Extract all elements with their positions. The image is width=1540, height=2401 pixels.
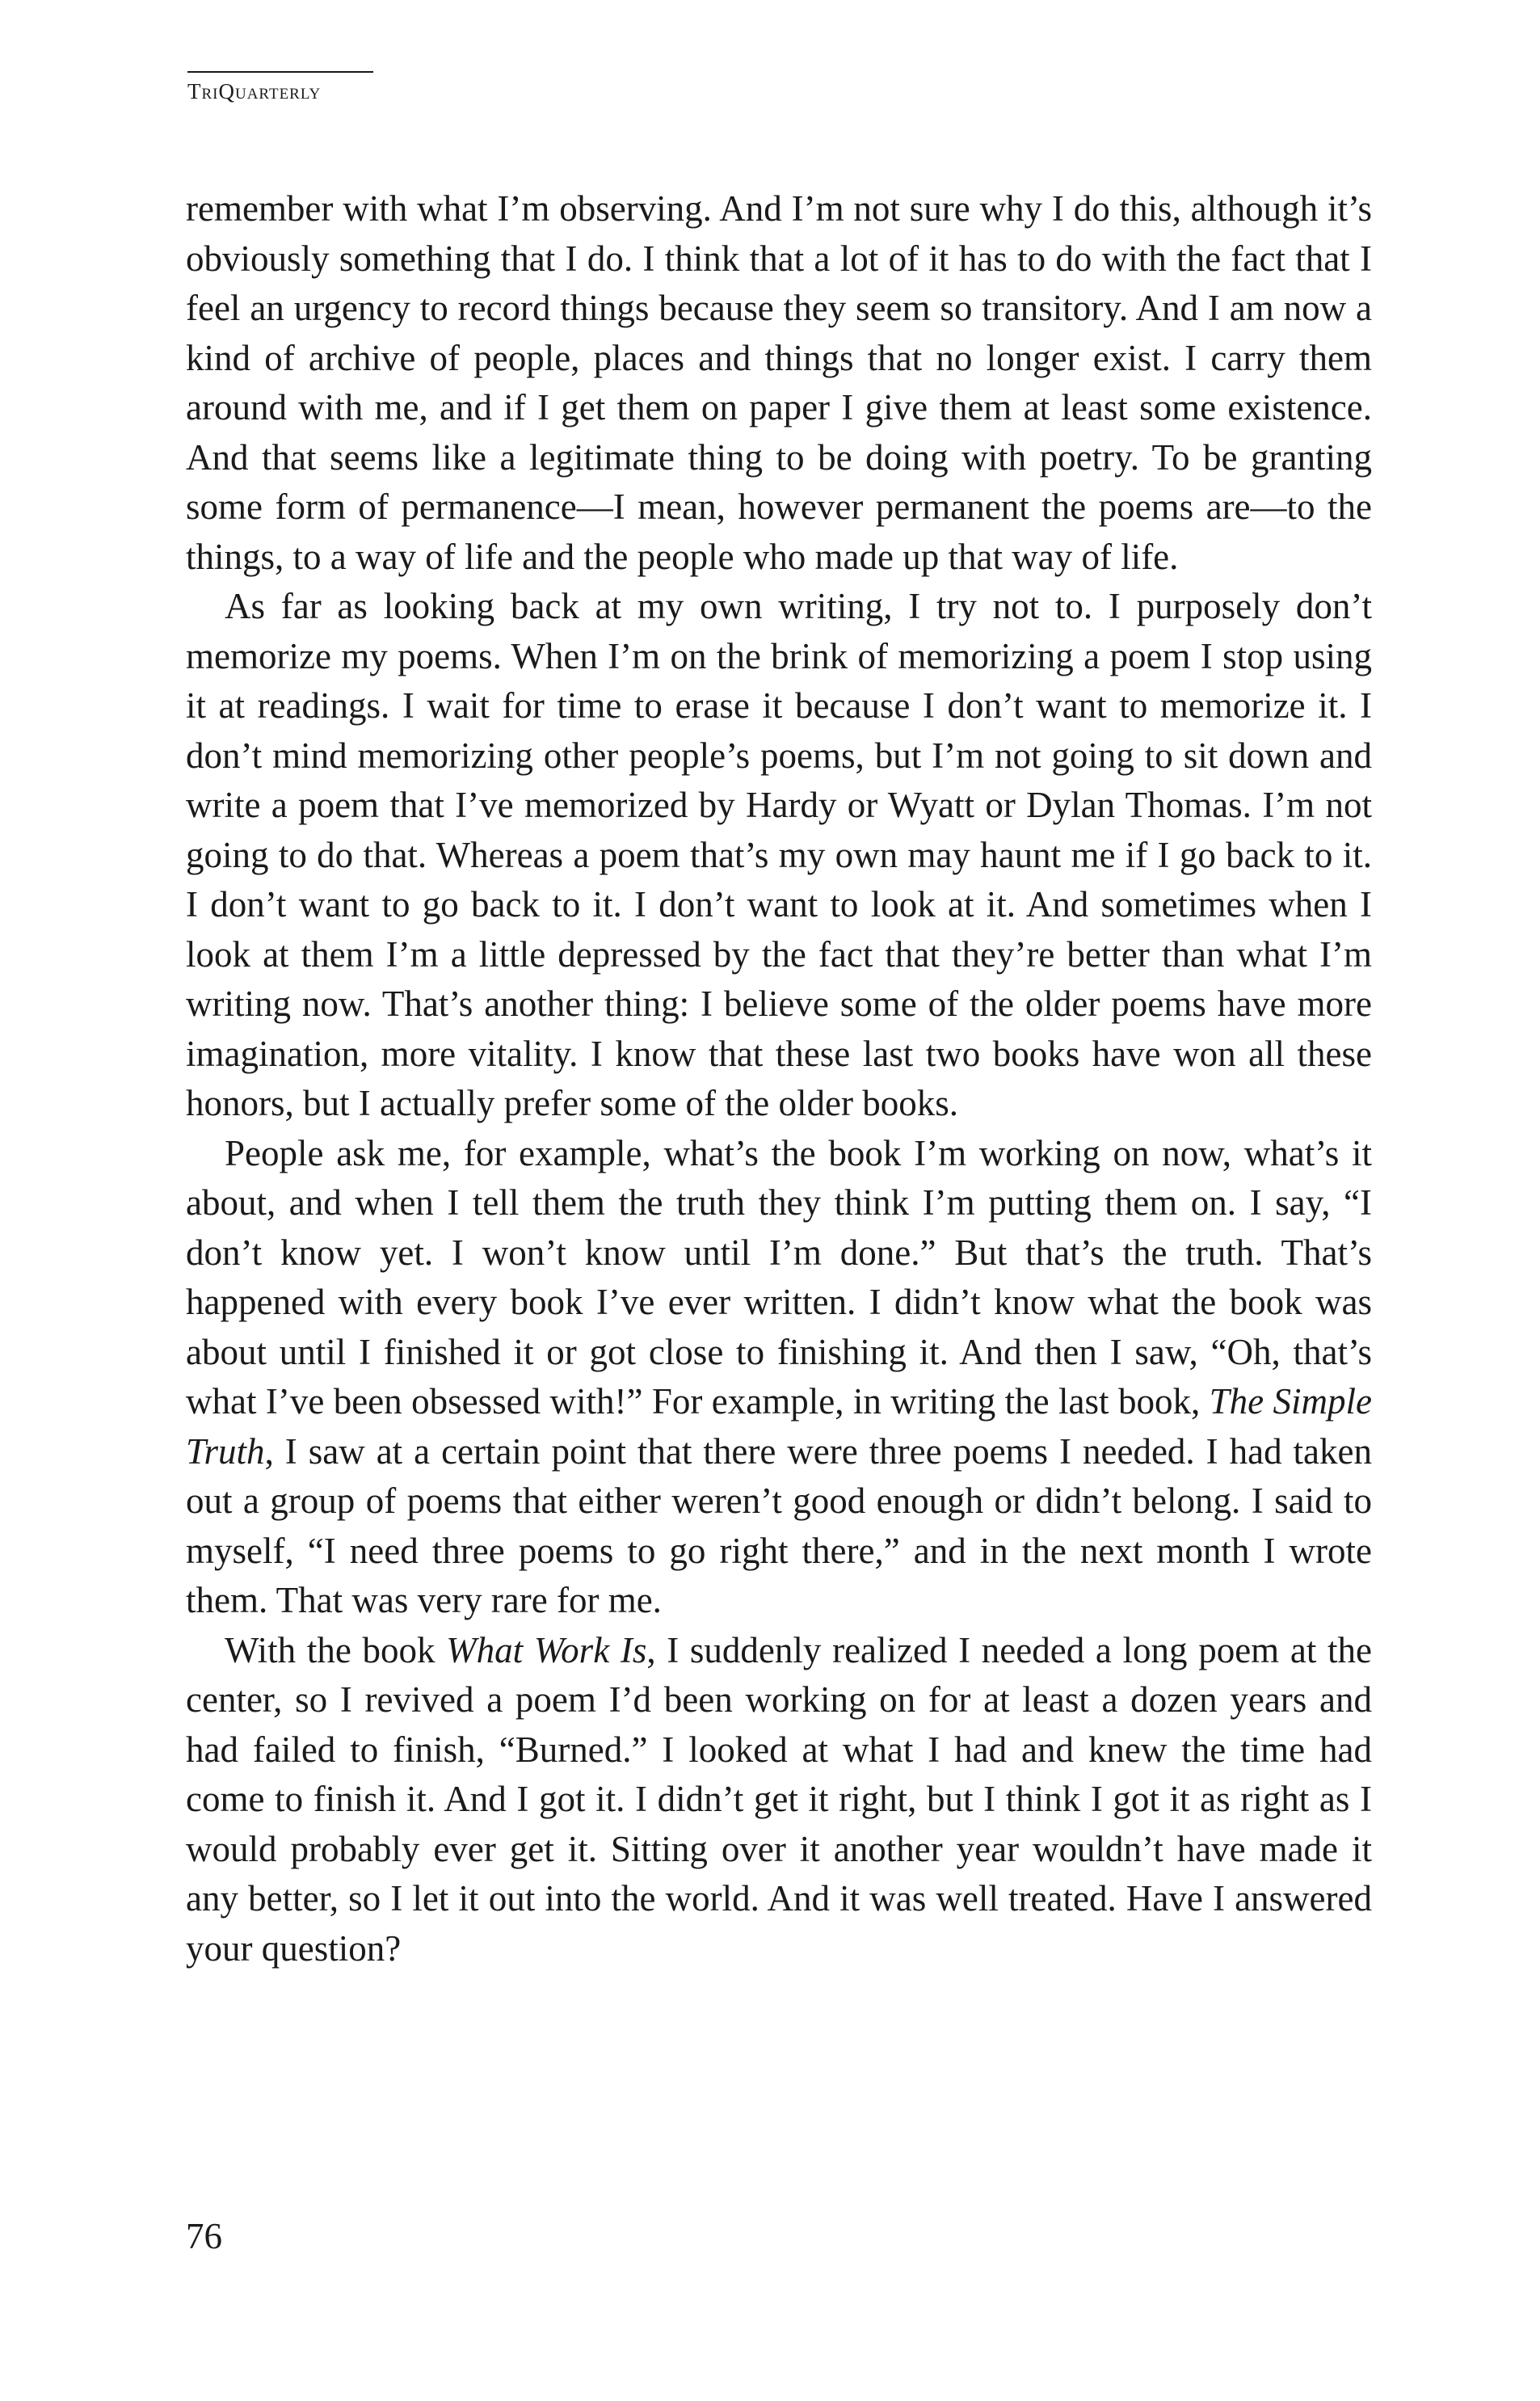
paragraph-text: remember with what I’m observing. And I’m not sure why I do this, although it’s obviously something that I do. I think that a lot of it has to do with the fact that I feel an urgency to record things because they seem so transitory. And I am now a kind of archive of people, places and things that no longer exist. I carry them around with me, and if I get them on paper I give them at least some existence. And that seems like a legitimate thing to be doing with poetry. To be granting some form of permanence—I mean, however permanent the poems are—to the things, to a way of life and the people who made up that way of life. xyxy=(186,188,1372,577)
paragraph-text: , I suddenly realized I needed a long poem at the center, so I revived a poem I’d been working on for at least a dozen years and had failed to finish, “Burned.” I looked at what I had and knew the time had come to finish it. And I got it. I didn’t get it right, but I think I got it as right as I would probably ever get it. Sitting over it another year wouldn’t have made it any better, so I let it out into the world. And it was well treated. Have I answered your question? xyxy=(186,1629,1372,1969)
paragraph-text: People ask me, for example, what’s the book I’m working on now, what’s it about, and when I tell them the truth they think I’m putting them on. I say, “I don’t know yet. I won’t know until I’m done.” But that’s the truth. That’s happened with every book I’ve ever written. I didn’t know what the book was about until I finished it or got close to finishing it. And then I saw, “Oh, that’s what I’ve been obsessed with!” For example, in writing the last book, xyxy=(186,1132,1372,1422)
paragraph xyxy=(186,1626,1372,1974)
paragraph-text: With the book xyxy=(225,1629,447,1670)
page-number: 76 xyxy=(186,2216,222,2256)
paragraph xyxy=(186,582,1372,1129)
book-title: The Simple Truth xyxy=(186,1381,1372,1472)
running-header xyxy=(187,71,373,103)
header-rule xyxy=(187,71,373,73)
paragraph xyxy=(186,184,1372,582)
running-title: TriQuarterly xyxy=(187,79,322,103)
paragraph-text: , I saw at a certain point that there were three poems I needed. I had taken out a group of poems that either weren’t good enough or didn’t belong. I said to myself, “I need three poems to go right there,” and in the next month I wrote them. That was very rare for me. xyxy=(186,1430,1372,1620)
book-title: What Work Is xyxy=(446,1629,647,1670)
body-text xyxy=(186,184,1372,1973)
paragraph xyxy=(186,1129,1372,1626)
paragraph-text: As far as looking back at my own writing, I try not to. I purposely don’t memorize my poems. When I’m on the brink of memorizing a poem I stop using it at readings. I wait for time to erase it because I don’t want to memorize it. I don’t mind memorizing other people’s poems, but I’m not going to sit down and write a poem that I’ve memorized by Hardy or Wyatt or Dylan Thomas. I’m not going to do that. Whereas a poem that’s my own may haunt me if I go back to it. I don’t want to go back to it. I don’t want to look at it. And sometimes when I look at them I’m a little depressed by the fact that they’re better than what I’m writing now. That’s another thing: I believe some of the older poems have more imagination, more vitality. I know that these last two books have won all these honors, but I actually prefer some of the older books. xyxy=(186,586,1372,1123)
